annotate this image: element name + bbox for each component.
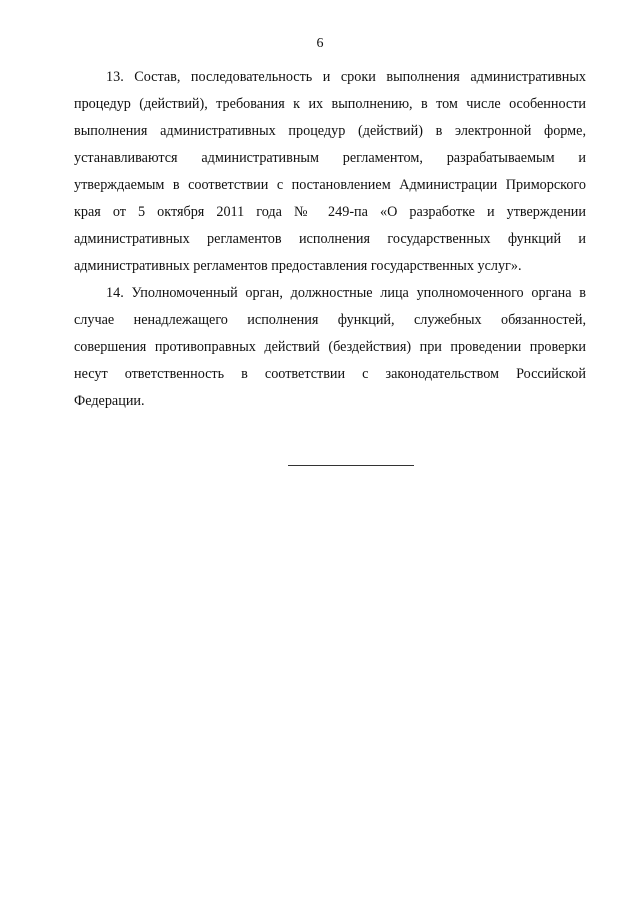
end-of-document-rule [288,465,414,466]
text-line: устанавливаются административным регламентом, разрабатываемым и [74,150,586,166]
text-line: Федерации. [74,393,145,409]
text-line: несут ответственность в соответствии с законодательством Российской [74,366,586,382]
document-body [74,64,586,415]
page-number: 6 [316,36,324,51]
text-line: административных регламентов исполнения государственных функций и [74,231,586,247]
text-line: административных регламентов предоставления государственных услуг». [74,258,522,274]
text-line: края от 5 октября 2011 года № 249-па «О разработке и утверждении [74,204,586,220]
text-line: совершения противоправных действий (бездействия) при проведении проверки [74,339,586,355]
paragraph-13 [74,64,586,280]
text-line: процедур (действий), требования к их выполнению, в том числе особенности [74,96,586,112]
text-line: утверждаемым в соответствии с постановлением Администрации Приморского [74,177,586,193]
text-line: случае ненадлежащего исполнения функций, служебных обязанностей, [74,312,586,328]
text-line: выполнения административных процедур (действий) в электронной форме, [74,123,586,139]
text-line: 13. Состав, последовательность и сроки выполнения административных [106,69,586,85]
paragraph-14 [74,280,586,415]
text-line: 14. Уполномоченный орган, должностные лица уполномоченного органа в [106,285,586,301]
